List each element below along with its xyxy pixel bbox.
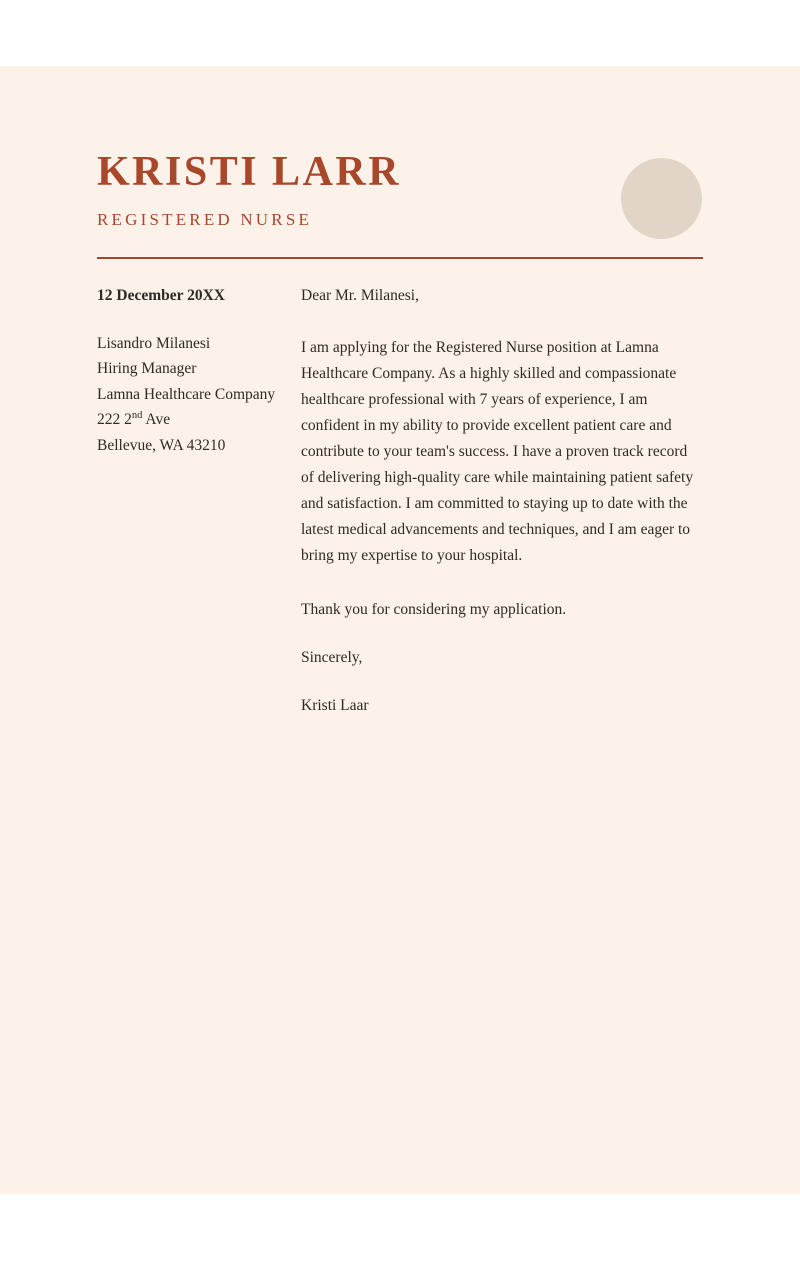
recipient-company: Lamna Healthcare Company: [97, 385, 276, 403]
street-suffix: Ave: [142, 411, 171, 429]
letter-header: [97, 149, 703, 230]
letter-closing: Sincerely,: [301, 649, 363, 667]
street-ordinal: nd: [131, 410, 143, 422]
letter-signature: Kristi Laar: [301, 697, 369, 715]
document-page: [0, 66, 800, 1194]
avatar: [621, 158, 702, 239]
letter-body-column: [301, 283, 697, 741]
letter-greeting: Dear Mr. Milanesi,: [301, 287, 419, 304]
letter-body-paragraph: I am applying for the Registered Nurse position at Lamna Healthcare Company. As a highly skilled and compassionate healthcare professional with 7 years of experience, I am confident in my ability to provide excellent patient care and contribute to your team's success. I have a proven track record of delivering high-quality care while maintaining patient safety and satisfaction. I am committed to staying up to date with the latest medical advancements and techniques, and I am eager to bring my expertise to your hospital.: [301, 339, 694, 565]
recipient-block: [97, 331, 277, 459]
job-title-subtitle: REGISTERED NURSE: [97, 210, 313, 230]
recipient-street: [97, 407, 277, 433]
letter-date: 12 December 20XX: [97, 287, 225, 304]
recipient-title: Hiring Manager: [97, 360, 197, 378]
street-number: 222 2: [97, 411, 132, 429]
header-divider: [97, 257, 703, 259]
letter-thanks: Thank you for considering my application.: [301, 601, 567, 619]
page-title: KRISTI LARR: [97, 149, 402, 195]
sender-info-column: [97, 283, 277, 459]
recipient-city-state-zip: Bellevue, WA 43210: [97, 436, 226, 454]
recipient-name: Lisandro Milanesi: [97, 334, 211, 352]
